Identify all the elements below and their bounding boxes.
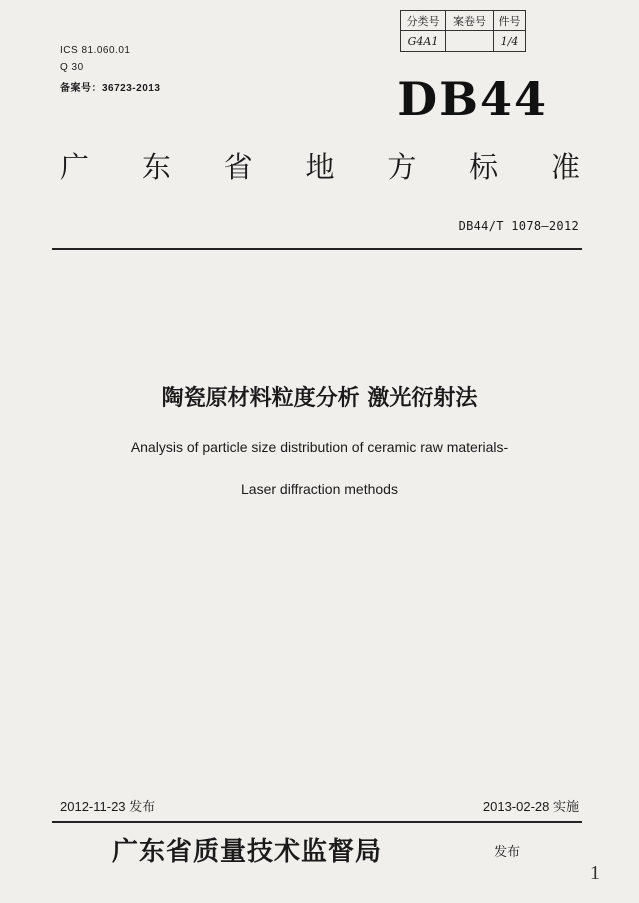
filing-number: 备案号：36723-2013 <box>60 83 161 94</box>
standard-title-char: 方 <box>387 150 417 184</box>
standard-title-char: 地 <box>305 150 335 184</box>
bottom-divider <box>52 821 582 823</box>
stamp-header-volume: 案卷号 <box>446 11 494 31</box>
stamp-header-item: 件号 <box>494 11 525 31</box>
standard-number: DB44/T 1078—2012 <box>458 219 579 233</box>
issuing-authority: 广东省质量技术监督局 <box>112 837 383 867</box>
top-divider <box>52 248 582 250</box>
q-code: Q 30 <box>60 62 84 73</box>
stamp-value-category: G4A1 <box>401 31 446 51</box>
archive-stamp <box>400 10 526 52</box>
standard-title-char: 广 <box>60 150 90 184</box>
db44-logo: DB44 <box>397 72 548 126</box>
issue-date: 2012-11-23 发布 <box>60 799 156 814</box>
standard-title-char: 东 <box>141 150 171 184</box>
standard-title <box>60 145 580 186</box>
ics-code: ICS 81.060.01 <box>60 45 131 56</box>
standard-title-char: 省 <box>223 150 253 184</box>
document-title-en-line1: Analysis of particle size distribution of ceramic raw materials- <box>130 439 509 455</box>
stamp-header-category: 分类号 <box>401 11 446 31</box>
page-number: 1 <box>590 862 600 884</box>
standard-title-char: 准 <box>550 150 580 184</box>
stamp-value-item: 1/4 <box>500 34 519 48</box>
standard-title-char: 标 <box>469 150 499 184</box>
stamp-value-volume <box>446 31 494 51</box>
implementation-date: 2013-02-28 实施 <box>482 799 579 814</box>
document-title-en-line2: Laser diffraction methods <box>241 481 398 497</box>
issue-label: 发布 <box>494 844 521 859</box>
document-title-cn: 陶瓷原材料粒度分析 激光衍射法 <box>161 386 478 411</box>
